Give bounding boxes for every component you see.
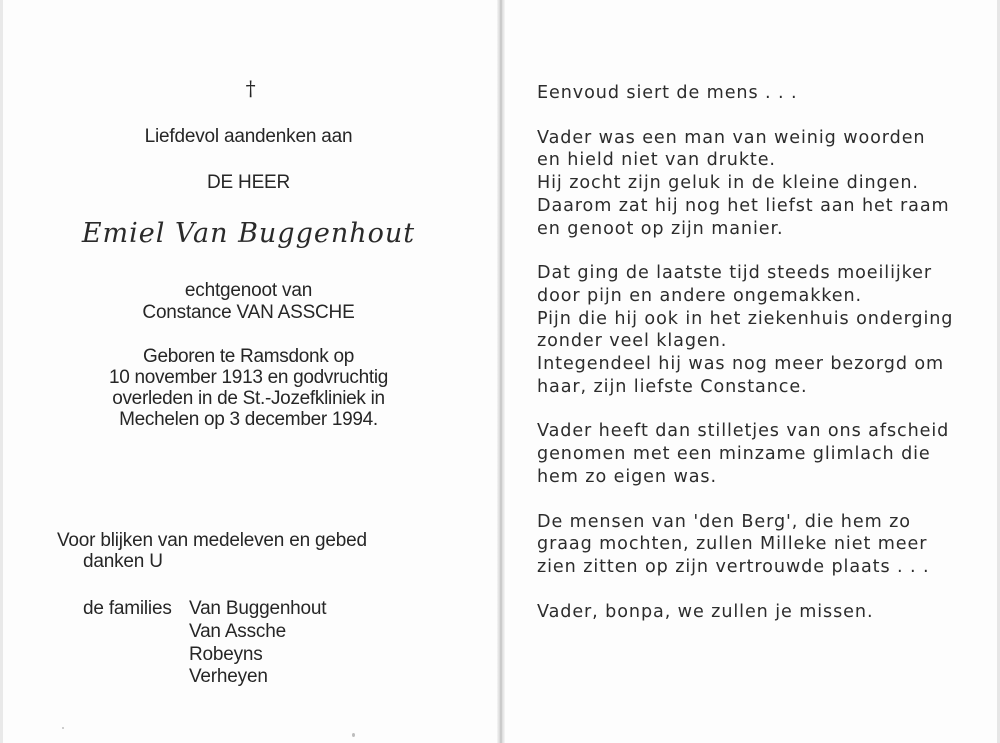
poem-stanza	[537, 601, 977, 624]
left-panel	[0, 0, 497, 743]
card-fold	[497, 0, 505, 743]
poem-stanza	[537, 420, 977, 488]
poem-line: haar, zijn liefste Constance.	[537, 376, 808, 397]
birth-line: Geboren te Ramsdonk op	[143, 346, 354, 367]
cross-symbol: †	[245, 76, 256, 100]
poem-line: genomen met een minzame glimlach die	[537, 444, 931, 465]
birth-line: 10 november 1913 en godvruchtig	[108, 367, 389, 388]
poem-stanza	[537, 511, 977, 579]
thanks-line: danken U	[83, 551, 163, 572]
family-name: Van Assche	[189, 620, 286, 642]
poem-stanza	[537, 82, 977, 105]
poem-line: Integendeel hij was nog meer bezorgd om	[537, 354, 945, 375]
poem	[537, 82, 977, 645]
poem-line: Daarom zat hij nog het liefst aan het raam	[537, 195, 950, 216]
families-list	[189, 598, 326, 689]
intro-line: Liefdevol aandenken aan	[144, 126, 353, 147]
right-panel	[505, 0, 1000, 743]
poem-line: Pijn die hij ook in het ziekenhuis onderging	[537, 308, 954, 329]
paper-speck	[352, 733, 355, 737]
poem-line: en genoot op zijn manier.	[537, 218, 784, 239]
family-name: Robeyns	[189, 643, 263, 665]
poem-line: hem zo eigen was.	[537, 466, 717, 487]
families-label: de families	[83, 598, 172, 619]
family-name: Van Buggenhout	[189, 598, 327, 619]
poem-line: Vader heeft dan stilletjes van ons afscheid	[537, 421, 950, 442]
poem-line: door pijn en andere ongemakken.	[537, 285, 863, 306]
thanks-line: Voor blijken van medeleven en gebed	[57, 530, 367, 551]
poem-line: zien zitten op zijn vertrouwde plaats . . .	[537, 556, 930, 577]
poem-stanza	[537, 262, 977, 398]
paper-speck	[62, 727, 64, 729]
honorific: DE HEER	[206, 172, 291, 193]
birth-death-block	[0, 346, 497, 430]
poem-line: zonder veel klagen.	[537, 331, 728, 352]
poem-stanza	[537, 127, 977, 241]
poem-line: en hield niet van drukte.	[537, 150, 776, 171]
family-name: Verheyen	[189, 666, 268, 688]
birth-line: Mechelen op 3 december 1994.	[119, 409, 378, 430]
poem-line: Eenvoud siert de mens . . .	[537, 83, 798, 103]
poem-line: De mensen van 'den Berg', die hem zo	[537, 511, 911, 532]
poem-line: Hij zocht zijn geluk in de kleine dingen.	[537, 173, 919, 194]
spouse-label: echtgenoot van	[184, 280, 313, 301]
deceased-name: Emiel Van Buggenhout	[81, 218, 416, 249]
poem-line: Vader, bonpa, we zullen je missen.	[537, 601, 874, 622]
poem-line: graag mochten, zullen Milleke niet meer	[537, 534, 928, 555]
birth-line: overleden in de St.-Jozefkliniek in	[112, 388, 385, 409]
spouse-name: Constance VAN ASSCHE	[142, 302, 355, 323]
thanks-block	[57, 530, 367, 572]
poem-line: Vader was een man van weinig woorden	[537, 127, 926, 148]
poem-line: Dat ging de laatste tijd steeds moeilijker	[537, 263, 932, 284]
